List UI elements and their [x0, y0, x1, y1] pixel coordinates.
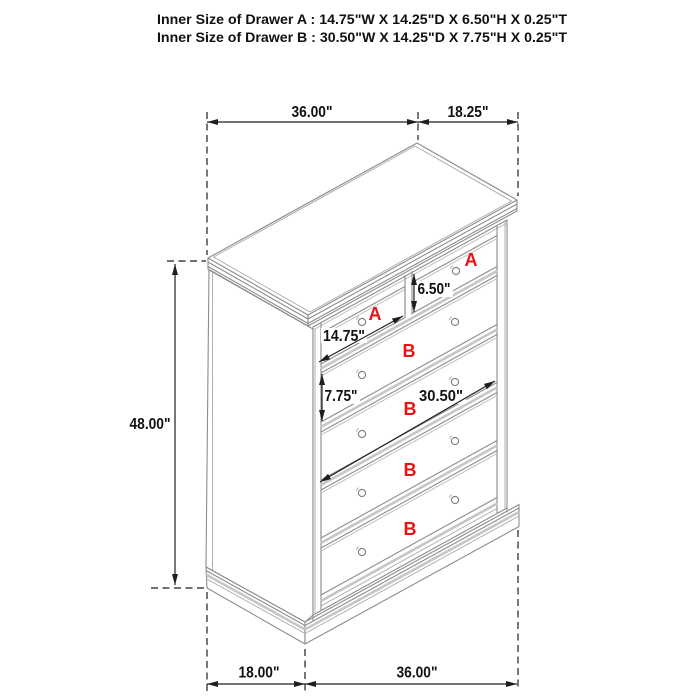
- drawer-label-a-left: A: [368, 304, 382, 324]
- dim-label-drawer-b-height: 7.75": [324, 388, 358, 405]
- dim-label-drawer-b-width: 30.50": [419, 388, 463, 405]
- dim-label-top-width: 36.00": [291, 104, 333, 121]
- left-side-panel: [206, 270, 313, 622]
- dim-label-bottom-width: 36.00": [396, 664, 438, 682]
- drawer-label-b-1: B: [402, 341, 416, 361]
- dim-label-drawer-a-height: 6.50": [417, 281, 451, 298]
- drawer-label-b-3: B: [403, 460, 417, 480]
- chest-drawing: [206, 143, 519, 644]
- dim-label-top-depth: 18.25": [447, 104, 489, 121]
- drawer-label-b-2: B: [403, 399, 417, 419]
- title-block: [157, 11, 567, 45]
- title-line-1: Inner Size of Drawer A : 14.75"W X 14.25"D X 6.50"H X 0.25"T: [157, 11, 568, 27]
- title-line-2: Inner Size of Drawer B : 30.50"W X 14.25"D X 7.75"H X 0.25"T: [157, 29, 568, 45]
- drawer-label-a-right: A: [464, 250, 478, 270]
- drawer-label-b-4: B: [403, 519, 417, 539]
- dim-label-drawer-a-width: 14.75": [323, 328, 365, 345]
- dim-label-bottom-depth: 18.00": [238, 664, 280, 682]
- dim-label-side-height: 48.00": [129, 416, 171, 433]
